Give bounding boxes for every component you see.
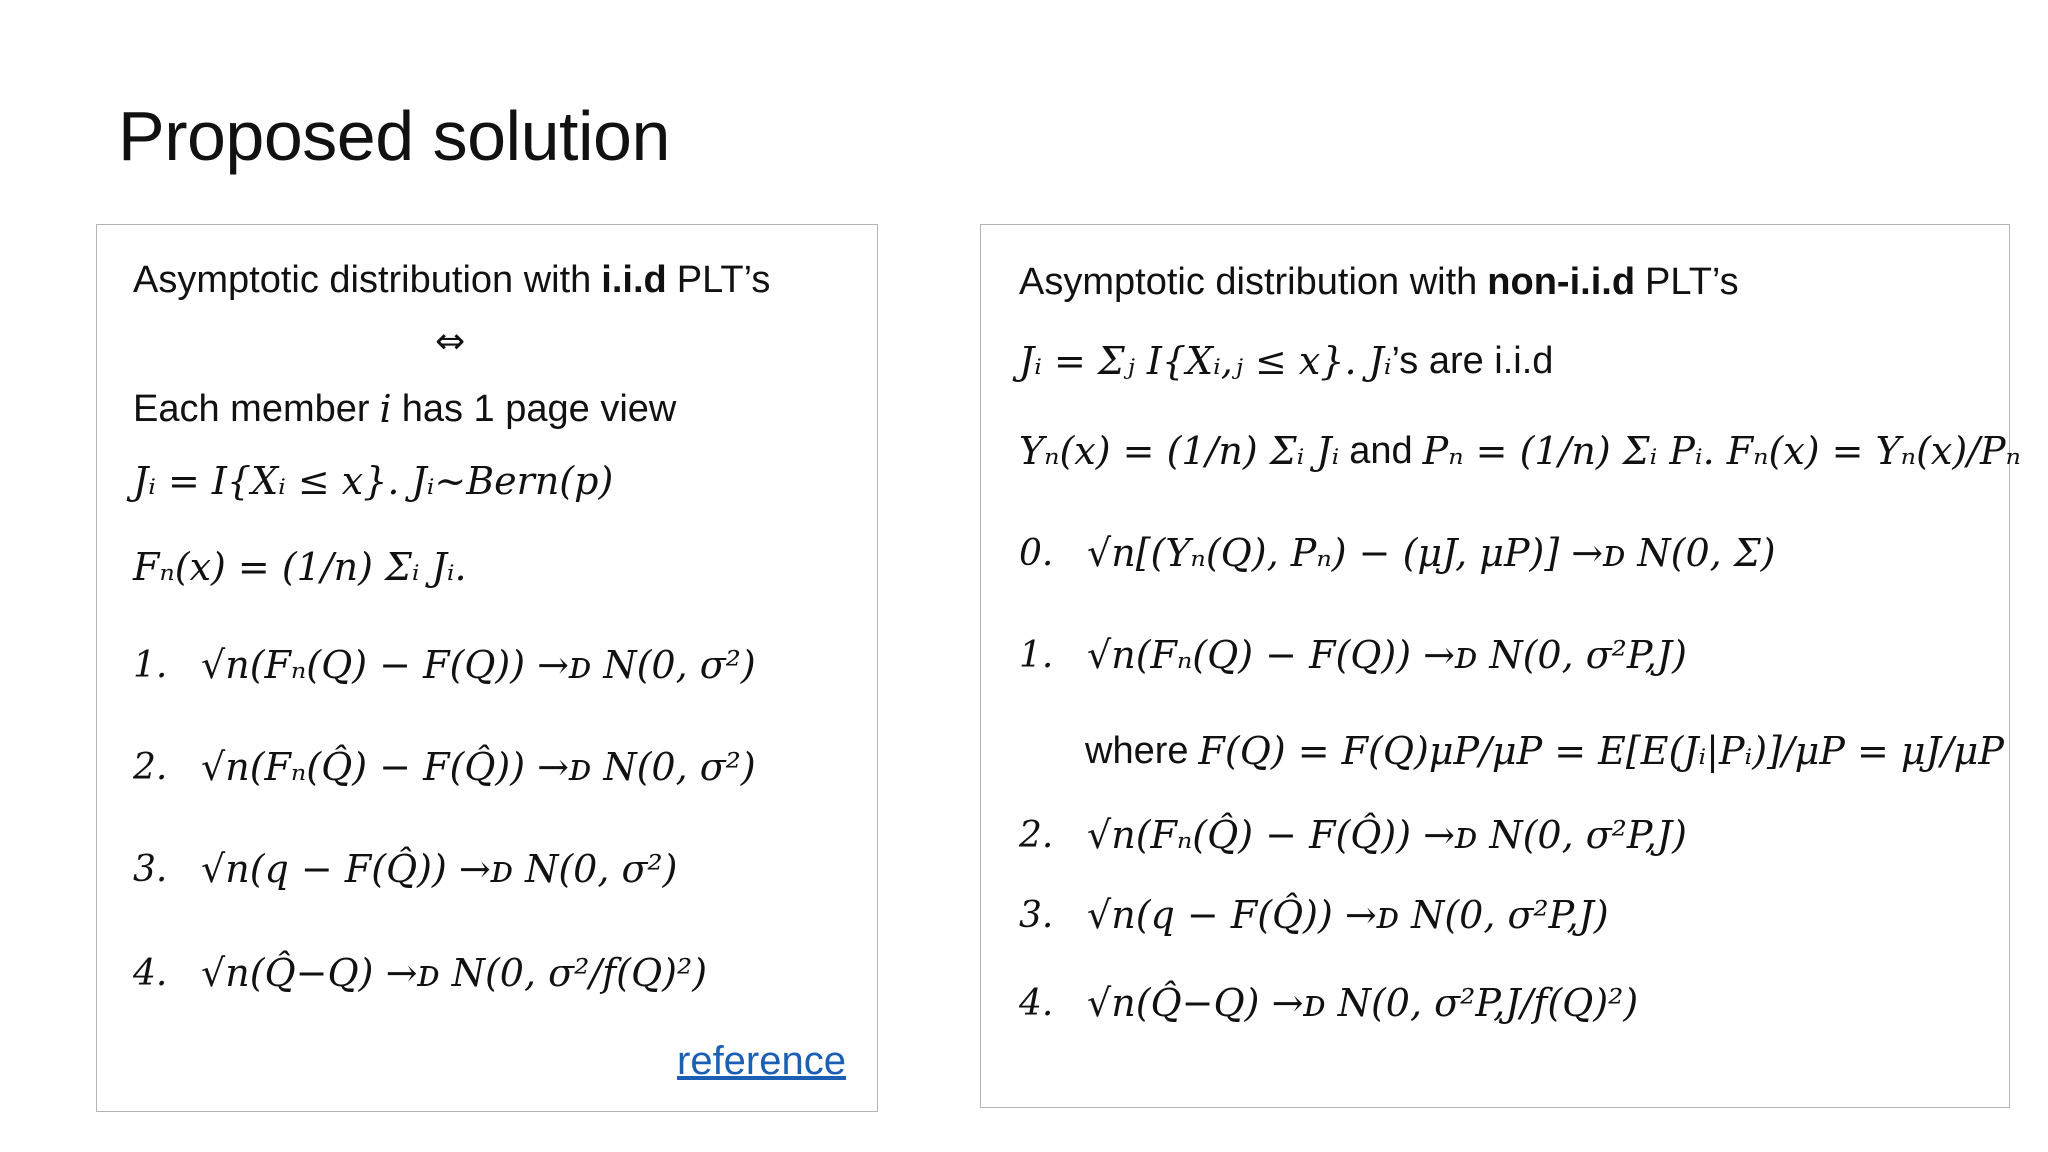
non-iid-item-0: 0. √n[(Yₙ(Q), Pₙ) − (μJ, μP)] →ᴅ N(0, Σ) [1019, 531, 1776, 575]
iid-item-2: 2. √n(Fₙ(Q̂) − F(Q̂)) →ᴅ N(0, σ²) [133, 745, 756, 789]
iid-panel [96, 224, 878, 1112]
non-iid-item-4: 4. √n(Q̂−Q) →ᴅ N(0, σ²P,J/f(Q)²) [1019, 981, 1639, 1025]
non-iid-panel [980, 224, 2021, 1108]
where-clause: where F(Q) = F(Q)μP/μP = E[E(Jᵢ|Pᵢ)]/μP = μJ/μP [1085, 729, 2004, 773]
iid-item-3: 3. √n(q − F(Q̂)) →ᴅ N(0, σ²) [133, 847, 678, 891]
non-iid-item-2: 2. √n(Fₙ(Q̂) − F(Q̂)) →ᴅ N(0, σ²P,J) [1019, 813, 1687, 857]
iid-item-4: 4. √n(Q̂−Q) →ᴅ N(0, σ²/f(Q)²) [133, 951, 708, 995]
non-iid-item-1: 1. √n(Fₙ(Q) − F(Q)) →ᴅ N(0, σ²P,J) [1019, 633, 1687, 677]
equation-j: Jᵢ = I{Xᵢ ≤ x}. Jᵢ~Bern(p) [133, 459, 614, 503]
equation-y-p-f: Yₙ(x) = (1/n) Σᵢ Jᵢ and Pₙ = (1/n) Σᵢ Pᵢ. Fₙ(x) = Yₙ(x)/Pₙ [1019, 429, 2021, 473]
iid-item-1: 1. √n(Fₙ(Q) − F(Q)) →ᴅ N(0, σ²) [133, 643, 756, 687]
non-iid-heading: Asymptotic distribution with non-i.i.d PLT’s [1019, 261, 1739, 303]
iid-heading: Asymptotic distribution with i.i.d PLT’s [133, 259, 771, 301]
iff-symbol: ⇔ [435, 321, 466, 362]
slide-title: Proposed solution [118, 97, 670, 175]
equation-f: Fₙ(x) = (1/n) Σᵢ Jᵢ. [133, 545, 467, 589]
non-iid-item-3: 3. √n(q − F(Q̂)) →ᴅ N(0, σ²P,J) [1019, 893, 1609, 937]
reference-link[interactable]: reference [677, 1039, 846, 1083]
equation-j-sum: Jᵢ = Σⱼ I{Xᵢ,ⱼ ≤ x}. Jᵢ ’s are i.i.d [1019, 339, 1554, 383]
member-statement: Each member i has 1 page view [133, 387, 677, 431]
